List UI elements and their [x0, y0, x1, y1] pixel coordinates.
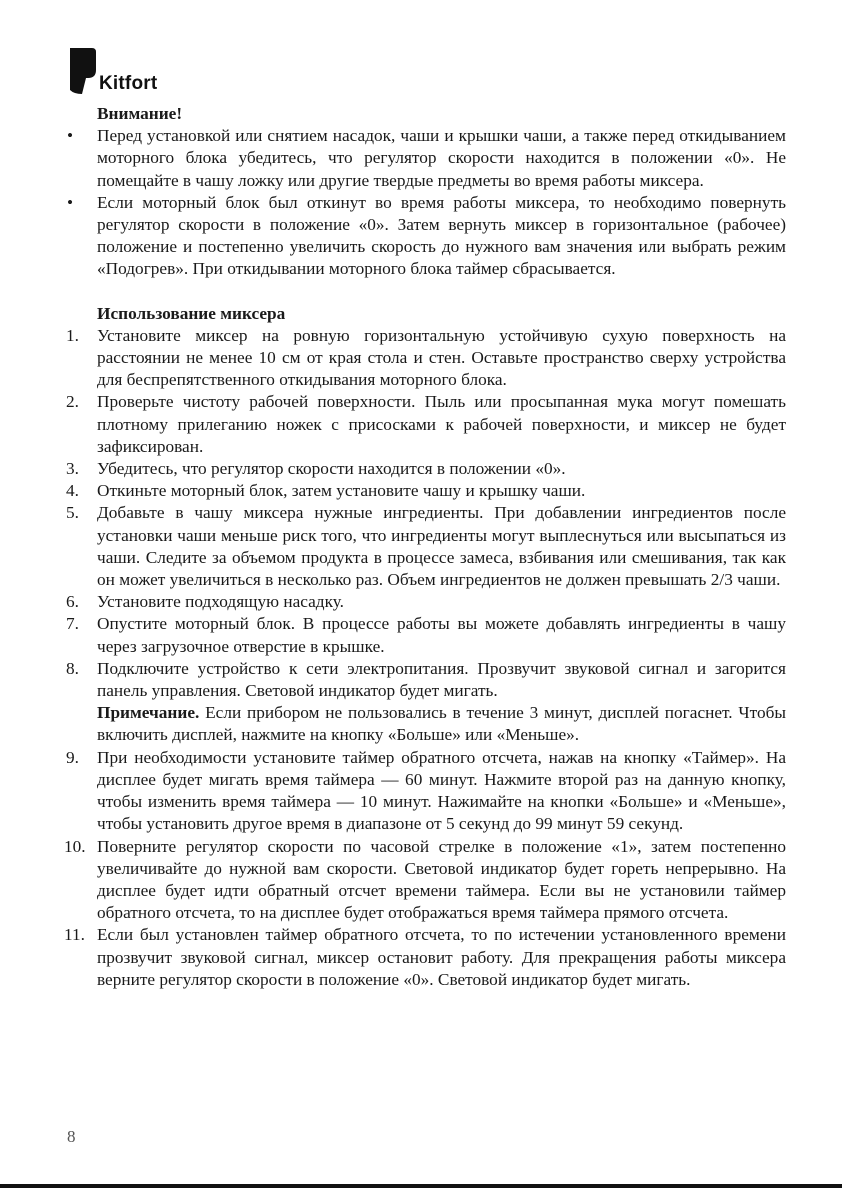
item-number: 11. — [64, 925, 85, 945]
item-text-block — [97, 658, 786, 747]
item-text: Опустите моторный блок. В процессе работы вы можете добавлять ингредиенты в чашу через загрузочное отверстие в крышке. — [97, 614, 786, 656]
list-item — [64, 391, 786, 458]
item-number: 8. — [66, 658, 79, 678]
warning-heading: Внимание! — [97, 104, 183, 123]
item-text: Откиньте моторный блок, затем установите чашу и крышку чаши. — [97, 481, 586, 501]
list-item — [64, 658, 786, 747]
item-number: 2. — [66, 392, 79, 412]
bullet-text: Перед установкой или снятием насадок, чаши и крышки чаши, а также перед откидыванием моторного блока убедитесь, что регулятор скорости находится в положении «0». Не помещайте в чашу ложку или другие твердые предметы во время работы миксера. — [97, 126, 786, 190]
bullet-marker: • — [67, 126, 74, 146]
item-number: 9. — [66, 747, 79, 767]
list-item — [64, 458, 786, 480]
item-number: 3. — [66, 459, 79, 479]
item-number: 6. — [66, 592, 79, 612]
list-item — [64, 325, 786, 392]
item-text: Если был установлен таймер обратного отсчета, то по истечении установленного времени прозвучит звуковой сигнал, миксер остановит работу. Для прекращения работы миксера верните регулятор скорости в положение «0». Световой индикатор будет мигать. — [97, 925, 786, 989]
note-label: Примечание. — [97, 703, 200, 723]
item-number: 7. — [66, 614, 79, 634]
item-text: Убедитесь, что регулятор скорости находится в положении «0». — [97, 459, 566, 479]
item-number: 4. — [66, 481, 79, 501]
bullet-marker: • — [67, 192, 74, 212]
item-text: Поверните регулятор скорости по часовой стрелке в положение «1», затем постепенно увеличивайте до нужной вам скорости. Световой индикатор будет гореть непрерывно. На дисплее будет идти обратный отсчет времени таймера. Если вы не установили таймер обратного отсчета, то на дисплее будет отображаться время таймера прямого отсчета. — [97, 836, 786, 923]
brand-name: Kitfort — [99, 73, 158, 94]
item-text: Проверьте чистоту рабочей поверхности. Пыль или просыпанная мука могут помешать плотному прилеганию ножек с присосками к рабочей поверхности, и миксер не будет зафиксирован. — [97, 392, 786, 456]
list-item — [64, 836, 786, 925]
warning-bullet — [64, 125, 786, 192]
item-text: Установите миксер на ровную горизонтальную устойчивую сухую поверхность на расстоянии не менее 10 см от края стола и стен. Оставьте пространство сверху устройства для беспрепятственного откидывания моторного блока. — [97, 325, 786, 390]
item-number: 5. — [66, 503, 79, 523]
bottom-divider — [0, 1184, 842, 1188]
list-item — [64, 747, 786, 836]
bullet-text: Если моторный блок был откинут во время работы миксера, то необходимо повернуть регулятор скорости в положение «0». Затем вернуть миксер в горизонтальное (рабочее) положение и постепенно увеличить скорость до нужного вам значения или выбрать режим «Подогрев». При откидывании моторного блока таймер сбрасывается. — [97, 192, 786, 279]
item-number: 10. — [64, 836, 86, 856]
usage-heading: Использование миксера — [97, 303, 286, 323]
spacer — [64, 281, 786, 303]
list-item — [64, 924, 786, 991]
note-text: Если прибором не пользовались в течение 3 минут, дисплей погаснет. Чтобы включить дисплей, нажмите на кнопку «Больше» или «Меньше». — [97, 703, 787, 745]
page-content — [64, 103, 786, 991]
warning-bullet — [64, 192, 786, 281]
item-number: 1. — [66, 325, 79, 345]
list-item — [64, 613, 786, 657]
brand-logo — [70, 48, 157, 94]
item-text: Подключите устройство к сети электропитания. Прозвучит звуковой сигнал и загорится панель управления. Световой индикатор будет мигать. — [97, 658, 786, 701]
list-item — [64, 591, 786, 613]
item-text: Добавьте в чашу миксера нужные ингредиенты. При добавлении ингредиентов после установки чаши меньше риск того, что ингредиенты могут выплеснуться или высыпаться из чаши. Следите за объемом продукта в процессе замеса, взбивания или смешивания, так как он может увеличиться в несколько раз. Объем ингредиентов не должен превышать 2/3 чаши. — [97, 503, 786, 590]
item-text: При необходимости установите таймер обратного отсчета, нажав на кнопку «Таймер». На дисплее будет мигать время таймера — 60 минут. Нажмите второй раз на данную кнопку, чтобы изменить время таймера — 10 минут. Нажимайте на кнопки «Больше» и «Меньше», чтобы установить другое время в диапазоне от 5 секунд до 99 минут 59 секунд. — [97, 747, 786, 834]
page-number: 8 — [67, 1127, 76, 1146]
list-item — [64, 502, 786, 591]
kitfort-logo-icon — [70, 48, 96, 94]
item-text: Установите подходящую насадку. — [97, 592, 344, 612]
list-item — [64, 480, 786, 502]
